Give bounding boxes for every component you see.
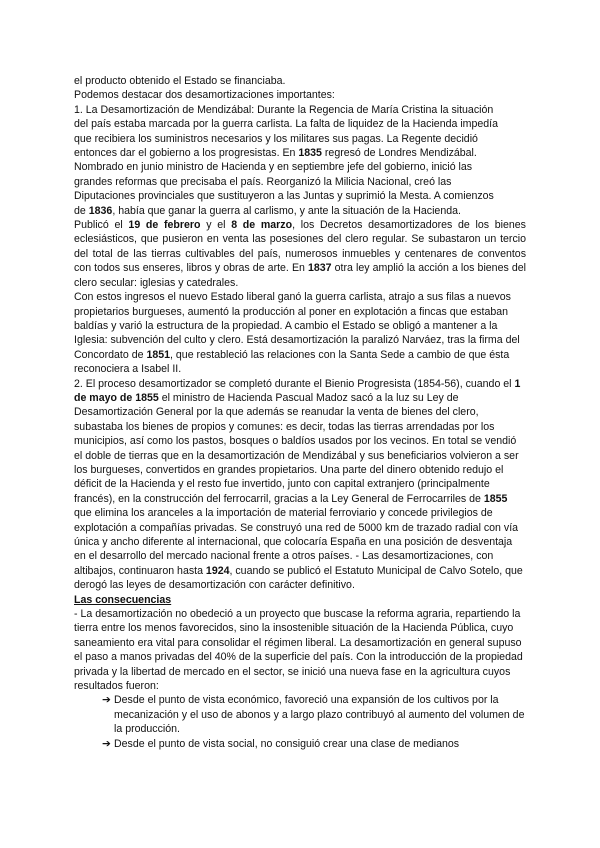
text-line: Podemos destacar dos desamortizaciones importantes: — [74, 89, 335, 102]
document-page — [74, 74, 526, 751]
text-run: , cuando se publicó el Estatuto Municipal de Calvo Sotelo, que derogó las leyes de desamortización con carácter definitivo. — [74, 564, 523, 592]
bullet-item — [74, 737, 526, 751]
text-line — [74, 204, 526, 218]
bold-year: 1837 — [308, 262, 332, 275]
text-run: Publicó el — [74, 219, 129, 232]
text-line: Nombrado en junio ministro de Hacienda y en septiembre jefe del gobierno, inició las — [74, 161, 473, 174]
text-run: 2. El proceso desamortizador se completó durante el Bienio Progresista (1854-56), cuando el — [74, 377, 515, 390]
section-heading: Las consecuencias — [74, 593, 172, 606]
bold-year: 1835 — [298, 147, 322, 160]
bold-date: 19 de febrero — [128, 219, 201, 232]
bullet-text: Desde el punto de vista social, no consiguió crear una clase de medianos — [114, 737, 460, 750]
text-run: , los Decretos desamortizadores de los bienes eclesiásticos, que pusieron en venta las posesiones del clero regular. Se subastaron un tercio del total de las tierras cultivables del país, numerosos inmuebles y centenares de conventos con todos sus enseres, libros y obras de arte. En — [74, 219, 526, 275]
text-run: , había que ganar la guerra al carlismo, y ante la situación de la Hacienda. — [112, 204, 461, 217]
bold-year: 1855 — [483, 492, 508, 505]
bold-year: 1924 — [205, 564, 230, 577]
paragraph-consequences: - La desamortización no obedeció a un proyecto que buscase la reforma agraria, repartiendo la tierra entre los menos favorecidos, sino la insostenible situación de la Hacienda Pública, cuyo saneamiento era vital para consolidar el régimen liberal. La desamortización en general supuso el paso a manos privadas del 40% de la superficie del país. Con la introducción de la propiedad privada y la libertad de mercado en el sector, se inició una nueva fase en la agricultura cuyos resultados fueron: — [74, 608, 523, 693]
arrow-bullet-icon: ➔ — [102, 694, 111, 707]
paragraph-decrees — [74, 218, 526, 290]
text-run: entonces dar el gobierno a los progresistas. En — [74, 147, 299, 160]
paragraph-revenues — [74, 290, 526, 376]
arrow-bullet-icon: ➔ — [102, 737, 111, 750]
text-run: el ministro de Hacienda Pascual Madoz sacó a la luz su Ley de Desamortización General por la que además se reanudar la venta de bienes del clero, subastaba los bienes de propios y comunes: es decir, todas las tierras arrendadas por los municipios, así como los pastos, bosques o baldíos usados por los vecinos. En total se vendió el doble de tierras que en la desamortización de Mendizábal y sus beneficiarios volvieron a ser los burgueses, convertidos en grandes propietarios. Una parte del dinero obtenido redujo el déficit de la Hacienda y el resto fue invertido, junto con capital extranjero (principalmente francés), en la construcción del ferrocarril, gracias a la Ley General de Ferrocarriles de — [74, 391, 519, 505]
bold-date: 1 de mayo de 1855 — [74, 377, 521, 404]
bullet-text: Desde el punto de vista económico, favoreció una expansión de los cultivos por la mecanización y el uso de abonos y a largo plazo contribuyó al aumento del volumen de la producción. — [114, 694, 525, 736]
text-line: que recibiera los suministros necesarios y los militares sus pagas. La Regente decidió — [74, 132, 478, 145]
bold-year: 1836 — [88, 204, 113, 217]
text-line — [74, 146, 526, 160]
text-run: otra ley amplió la acción a los bienes del clero secular: iglesias y catedrales. — [74, 262, 526, 289]
text-line: Diputaciones provinciales que sustituyeron a las Juntas y suprimió la Mesta. A comienzos — [74, 190, 494, 203]
bullet-item — [74, 693, 526, 736]
text-run: que elimina los aranceles a la importación de material ferroviario y concede privilegios de explotación a compañías privadas. Se construyó una red de 5000 km de trazado radial con vía única y ancho diferente al internacional, que colocaría España en una posición de desventaja en el desarrollo del mercado nacional frente a otros países. - Las desamortizaciones, con altibajos, continuaron hasta — [74, 507, 519, 577]
paragraph-madoz — [74, 377, 526, 593]
text-run: y el — [200, 219, 232, 232]
text-run: de — [74, 204, 89, 217]
text-run: , que restableció las relaciones con la Santa Sede a cambio de que ésta reconociera a Isabel II. — [74, 348, 510, 376]
text-line: el producto obtenido el Estado se financiaba. — [74, 75, 286, 87]
bold-date: 8 de marzo — [231, 219, 293, 232]
text-line: 1. La Desamortización de Mendizábal: Durante la Regencia de María Cristina la situación — [74, 103, 494, 116]
bold-year: 1851 — [146, 348, 171, 361]
text-run: Con estos ingresos el nuevo Estado liberal ganó la guerra carlista, atrajo a sus filas a nuevos propietarios burgueses, aumentó la producción al poner en explotación a fincas que estaban baldías y varió la estructura de la propiedad. A cambio el Estado se obligó a mantener a la Iglesia: subvención del culto y clero. Está desamortización la paralizó Narváez, tras la firma del Concordato de — [74, 291, 520, 361]
text-line: del país estaba marcada por la guerra carlista. La falta de liquidez de la Hacienda impedía — [74, 118, 499, 131]
text-run: regresó de Londres Mendizábal. — [321, 147, 477, 160]
text-line: grandes reformas que precisaba el país. Reorganizó la Milicia Nacional, creó las — [74, 175, 452, 188]
